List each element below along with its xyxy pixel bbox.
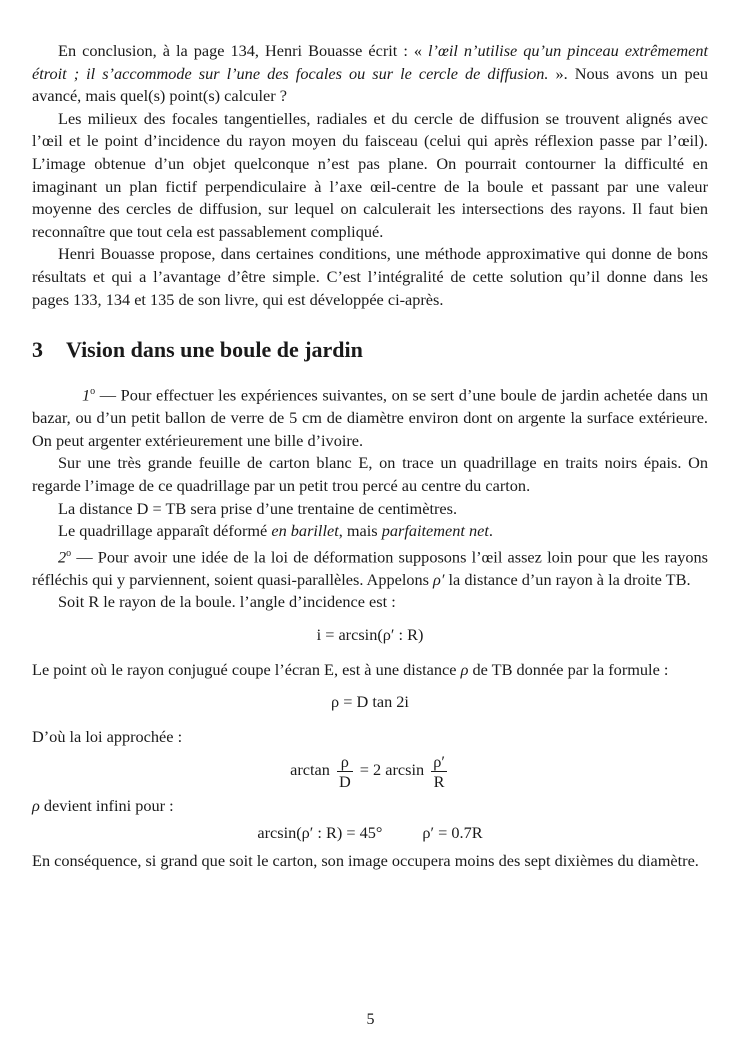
- law-paragraph: D’où la loi approchée :: [32, 726, 183, 746]
- distance-paragraph: La distance D = TB sera prise d’une trentaine de centimètres.: [58, 498, 458, 518]
- conclusion-paragraph: En conséquence, si grand que soit le carton, son image occupera moins des sept dixièmes du diamètre.: [32, 851, 699, 871]
- fraction-rho-over-d: $\frac{\rho}{D}$: [338, 752, 351, 792]
- equation-incidence: i = arcsin(ρ′ : R): [316, 624, 424, 644]
- grid-paragraph: Le quadrillage apparaît déformé en barillet, mais parfaitement net.: [58, 521, 493, 541]
- step-2-paragraph: 2$^o$ — Pour avoir une idée de la loi de déformation supposons l’œil assez loin pour que les rayons réfléchis qui y parviennent, soient quasi-parallèles. Appelons ρ′ la distance d’un rayon à la droite TB.: [32, 547, 708, 589]
- equation-limit: arcsin(ρ′ : R) = 45° ρ′ = 0.7R: [257, 822, 483, 842]
- bouasse-quote: l’œil n’utilise qu’un pinceau extrêmement étroit ; il s’accommode sur l’une des focales ou sur le cercle de diffusion.: [32, 41, 709, 83]
- section-number: 3: [32, 337, 43, 363]
- equation-law: arctan $\frac{\rho}{D}$ = 2 arcsin $\frac{\rho'}{R}$: [290, 752, 445, 792]
- document-page: [32, 40, 708, 873]
- fraction-rho-prime-over-r: $\frac{\rho'}{R}$: [433, 752, 445, 792]
- page-number: 5: [366, 1011, 375, 1028]
- equation-rho: ρ = D tan 2i: [331, 692, 409, 712]
- sheet-paragraph: Sur une très grande feuille de carton blanc E, on trace un quadrillage en traits noirs épais. On regarde l’image de ce quadrillage par un petit trou percé au centre du carton.: [32, 453, 708, 495]
- infinite-paragraph: ρ devient infini pour :: [32, 796, 174, 816]
- radius-paragraph: Soit R le rayon de la boule. l’angle d’incidence est :: [58, 592, 396, 612]
- point-paragraph: Le point où le rayon conjugué coupe l’écran E, est à une distance ρ de TB donnée par la formule :: [32, 659, 669, 679]
- intro-paragraph-1: En conclusion, à la page 134, Henri Bouasse écrit : « l’œil n’utilise qu’un pinceau extrêmement étroit ; il s’accommode sur l’une des focales ou sur le cercle de diffusion. ». Nous avons un peu avancé, mais quel(s) point(s) calculer ?: [32, 41, 709, 106]
- intro-paragraph-3: Henri Bouasse propose, dans certaines conditions, une méthode approximative qui donne de bons résultats et qui a l’avantage d’être simple. C’est l’intégralité de cette solution qu’il donne dans les pages 133, 134 et 135 de son livre, qui est développée ci-après.: [32, 244, 708, 309]
- step-1-paragraph: 1$^o$ — Pour effectuer les expériences suivantes, on se sert d’une boule de jardin achetée dans un bazar, ou d’un petit ballon de verre de 5 cm de diamètre environ dont on argente la surface extérieure. On peut argenter extérieurement une bille d’ivoire.: [32, 385, 708, 450]
- section-heading: [32, 336, 708, 364]
- intro-paragraph-2: Les milieux des focales tangentielles, radiales et du cercle de diffusion se trouvent alignés avec l’œil et le point d’incidence du rayon moyen du faisceau (celui qui après réflexion passe par l’œil). L’image obtenue d’un objet quelconque n’est pas plane. On pourrait contourner la difficulté en imaginant un plan fictif perpendiculaire à l’axe œil-centre de la boule et passant par une valeur moyenne des cercles de diffusion, sur lequel on calculerait les intersections des rayons. Il faut bien reconnaître que tout cela est passablement compliqué.: [32, 108, 708, 241]
- section-title: Vision dans une boule de jardin: [66, 337, 363, 363]
